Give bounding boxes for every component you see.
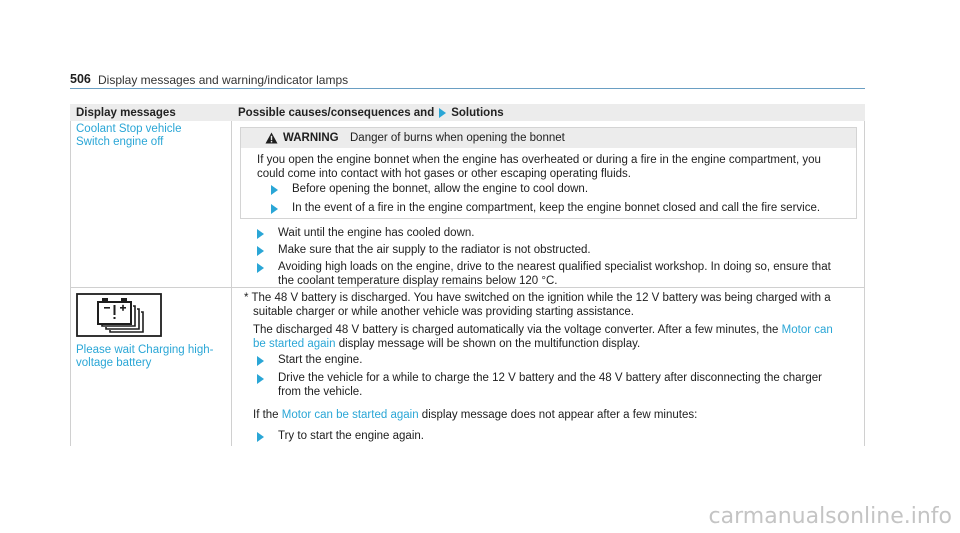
warning-paragraph <box>257 154 847 181</box>
watermark-logo: carmanualsonline.info <box>708 504 952 529</box>
warning-title: WARNING <box>283 132 339 144</box>
charging-para-line2 <box>253 338 861 352</box>
arrow-right-icon <box>271 185 278 195</box>
arrow-right-icon <box>257 432 264 442</box>
solution-step-2 <box>257 244 857 258</box>
highlight-motor-can-be-started-again: Motor can be started again <box>281 409 419 421</box>
message-coolant-line1: Coolant Stop vehicle <box>76 123 182 135</box>
solution-step-3 <box>257 261 857 289</box>
col-header-causes <box>238 107 504 119</box>
battery-warning-icon <box>76 293 162 337</box>
table-border-left <box>70 121 71 446</box>
table-header <box>70 104 865 121</box>
col-header-messages: Display messages <box>76 107 176 119</box>
charging-step-3 <box>257 430 857 444</box>
column-divider <box>231 121 232 446</box>
message-charging-line1: Please wait Charging high- <box>76 344 214 356</box>
message-coolant-line2: Switch engine off <box>76 136 164 148</box>
charging-step-1 <box>257 354 857 368</box>
warning-para-line1: If you open the engine bonnet when the engine has overheated or during a fire in the engine compartment, you <box>257 154 821 166</box>
arrow-right-icon <box>271 204 278 214</box>
if-text-after: display message does not appear after a few minutes: <box>421 409 698 421</box>
warning-step-1-text: Before opening the bonnet, allow the engine to cool down. <box>292 183 589 195</box>
charging-paragraph <box>253 324 861 351</box>
message-coolant <box>76 123 181 149</box>
col-header-causes-text: Possible causes/consequences and <box>238 107 435 119</box>
arrow-right-icon <box>257 356 264 366</box>
solution-step-3-line2: the coolant temperature display remains below 120 °C. <box>278 274 558 287</box>
warning-para-line2: could come into contact with hot gases or other escaping operating fluids. <box>257 167 631 180</box>
warning-step-2-text: In the event of a fire in the engine compartment, keep the engine bonnet closed and call the fire service. <box>292 202 821 214</box>
solution-step-1-text: Wait until the engine has cooled down. <box>278 227 475 239</box>
warning-box <box>240 127 857 219</box>
warning-triangle-icon <box>265 132 278 144</box>
if-text: If the <box>253 409 279 421</box>
charging-para-text: The discharged 48 V battery is charged automatically via the voltage converter. After a few minutes, the <box>253 324 779 336</box>
arrow-right-icon <box>257 246 264 256</box>
charging-step-2-line2: from the vehicle. <box>278 385 363 398</box>
solution-step-2-text: Make sure that the air supply to the radiator is not obstructed. <box>278 244 591 256</box>
highlight-motor-can: Motor can <box>781 324 833 336</box>
header-title: Display messages and warning/indicator lamps <box>98 73 349 87</box>
message-charging <box>76 344 213 370</box>
message-charging-line2: voltage battery <box>76 357 152 369</box>
charging-step-2 <box>257 372 857 400</box>
charging-step-2-line1: Drive the vehicle for a while to charge the 12 V battery and the 48 V battery after disconnecting the charger <box>278 372 823 384</box>
warning-text: Danger of burns when opening the bonnet <box>350 132 565 144</box>
display-messages-table <box>70 104 865 446</box>
charging-step-3-text: Try to start the engine again. <box>278 430 424 442</box>
note-line2: suitable charger or while another vehicle was providing starting assistance. <box>253 305 634 318</box>
page-number: 506 <box>70 72 91 86</box>
solution-step-1 <box>257 227 857 241</box>
arrow-right-icon <box>257 374 264 384</box>
arrow-right-icon <box>257 229 264 239</box>
charging-para-text-2: display message will be shown on the multifunction display. <box>338 337 641 350</box>
col-header-solutions-text: Solutions <box>451 107 504 119</box>
arrow-right-icon <box>439 108 446 118</box>
warning-step-2 <box>271 202 851 216</box>
page-header <box>70 71 865 89</box>
solution-step-3-text <box>278 261 831 288</box>
charging-para-line1 <box>253 324 861 338</box>
warning-header <box>241 128 856 148</box>
charging-step-1-text: Start the engine. <box>278 354 363 366</box>
note-line1: * The 48 V battery is discharged. You have switched on the ignition while the 12 V battery was being charged with a <box>244 292 831 304</box>
note-footnote <box>244 292 859 319</box>
if-condition-paragraph <box>253 409 861 423</box>
solution-step-3-line1: Avoiding high loads on the engine, drive to the nearest qualified specialist workshop. In doing so, ensure that <box>278 261 831 273</box>
warning-step-1 <box>271 183 851 197</box>
charging-step-2-text <box>278 372 822 399</box>
highlight-be-started-again: be started again <box>253 337 336 350</box>
arrow-right-icon <box>257 263 264 273</box>
table-border-right <box>864 121 865 446</box>
